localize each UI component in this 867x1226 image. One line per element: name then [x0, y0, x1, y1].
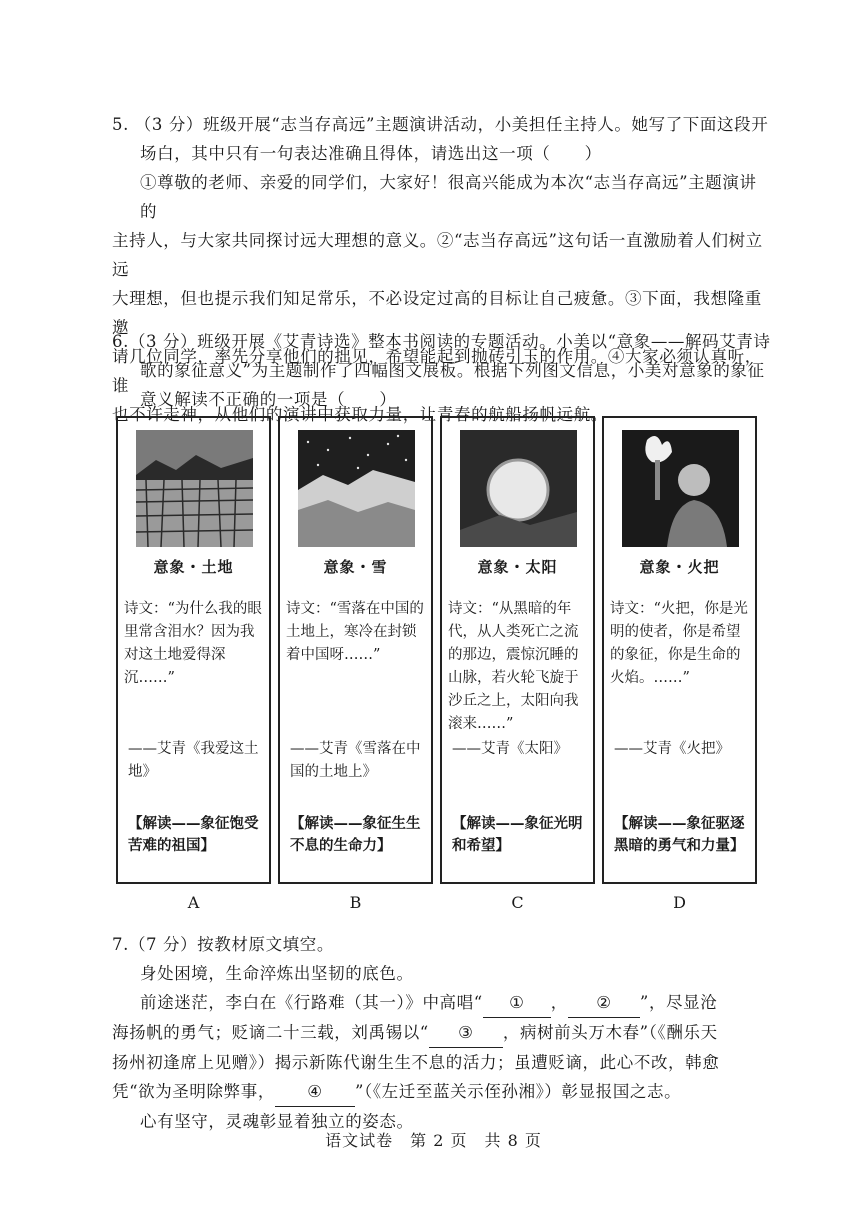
- panel-c-source: ——艾青《太阳》: [452, 741, 568, 757]
- panel-b-poem: 诗文：“雪落在中国的土地上，寒冷在封锁着中国呀……”: [286, 601, 424, 663]
- torch-bearer-illustration: [622, 430, 739, 547]
- q7-stem: 7.（7 分）按教材原文填空。: [112, 935, 334, 954]
- panel-a: [116, 416, 271, 884]
- panel-labels: [116, 893, 765, 913]
- sun-illustration: [460, 430, 577, 547]
- label-b: B: [349, 893, 362, 912]
- blank-1[interactable]: ①: [483, 988, 551, 1018]
- q7-line4: [112, 1018, 762, 1048]
- q7-line5: 扬州初逢席上见赠》）揭示新陈代谢生生不息的活力；虽遭贬谪，此心不改，韩愈: [112, 1053, 720, 1072]
- q7-line4-a: 海扬帆的勇气；贬谪二十三载，刘禹锡以“: [112, 1023, 429, 1042]
- q5-para-line4: 请几位同学，率先分享他们的拙见，希望能起到抛砖引玉的作用。④大家必须认真听，谁: [112, 347, 762, 395]
- question-7: [112, 930, 762, 1136]
- panel-d-interpretation: 【解读——象征驱逐黑暗的勇气和力量】: [614, 816, 745, 854]
- panel-b-source: ——艾青《雪落在中国的土地上》: [290, 741, 421, 780]
- panel-a-title: 意象・土地: [153, 558, 234, 576]
- panel-d-source: ——艾青《火把》: [614, 741, 730, 757]
- panel-c-poem: 诗文：“从黑暗的年代，从人类死亡之流的那边，震惊沉睡的山脉，若火轮飞旋于沙丘之上，太阳向我滚来……”: [448, 601, 579, 732]
- q7-line7: 心有坚守，灵魂彰显着独立的姿态。: [140, 1112, 414, 1131]
- panel-d: [602, 416, 757, 884]
- q7-line6-b: ”（《左迁至蓝关示侄孙湘》）彰显报国之志。: [354, 1082, 682, 1101]
- q5-para-line1: ①尊敬的老师、亲爱的同学们，大家好！很高兴能成为本次“志当存高远”主题演讲的: [140, 173, 757, 221]
- sun-photo: [460, 430, 577, 547]
- q6-stem-line1: 6.（3 分）班级开展《艾青诗选》整本书阅读的专题活动。小美以“意象——解码艾青诗: [112, 332, 771, 351]
- q7-line6-a: 凭“欲为圣明除弊事，: [112, 1082, 275, 1101]
- torch-photo: [622, 430, 739, 547]
- q5-stem-line1: 5. （3 分）班级开展“志当存高远”主题演讲活动，小美担任主持人。她写了下面这段开: [112, 115, 769, 134]
- panel-b-interpretation: 【解读——象征生生不息的生命力】: [290, 816, 421, 854]
- q5-para-line2: 主持人，与大家共同探讨远大理想的意义。②“志当存高远”这句话一直激励着人们树立远: [112, 231, 763, 279]
- panel-a-source: ——艾青《我爱这土地》: [128, 741, 259, 780]
- snow-landscape-illustration: [298, 430, 415, 547]
- q5-para-line3: 大理想，但也提示我们知足常乐，不必设定过高的目标让自己疲惫。③下面，我想隆重邀: [112, 289, 762, 337]
- panel-c-title: 意象・太阳: [477, 558, 558, 576]
- label-a: A: [187, 893, 200, 912]
- cracked-earth-illustration: [136, 430, 253, 547]
- q7-line3: [112, 988, 762, 1018]
- page-footer: 语文试卷 第 2 页 共 8 页: [325, 1131, 542, 1150]
- label-d: D: [673, 893, 686, 912]
- panel-c-interpretation: 【解读——象征光明和希望】: [452, 816, 583, 854]
- panel-b-title: 意象・雪: [323, 558, 388, 576]
- q7-line6: [112, 1077, 762, 1107]
- blank-4[interactable]: ④: [275, 1077, 355, 1107]
- q7-line2: 身处困境，生命淬炼出坚韧的底色。: [140, 964, 414, 983]
- panel-b: [278, 416, 433, 884]
- label-c: C: [511, 893, 524, 912]
- panel-a-interpretation: 【解读——象征饱受苦难的祖国】: [128, 816, 259, 854]
- q5-para-line5: 也不许走神，从他们的演讲中获取力量，让青春的航船扬帆远航。: [112, 405, 608, 424]
- panel-d-title: 意象・火把: [639, 558, 720, 576]
- q7-line4-b: ，病树前头万木春”（《酬乐天: [502, 1023, 718, 1042]
- blank-2[interactable]: ②: [568, 988, 640, 1018]
- q6-stem-line3: 意义解读不正确的一项是（ ）: [140, 390, 397, 409]
- q7-line3-a: 前途迷茫，李白在《行路难（其一）》中高唱“: [140, 993, 483, 1012]
- panel-c: [440, 416, 595, 884]
- q5-stem-line2: 场白，其中只有一句表达准确且得体，请选出这一项（ ）: [140, 144, 602, 163]
- blank-3[interactable]: ③: [429, 1018, 503, 1048]
- q6-stem-line2: 歌的象征意义”为主题制作了四幅图文展板。根据下列图文信息，小美对意象的象征: [140, 361, 765, 380]
- land-photo: [136, 430, 253, 547]
- image-panels: [116, 416, 765, 886]
- q7-line3-b: ，: [550, 993, 568, 1012]
- panel-d-poem: 诗文：“火把，你是光明的使者，你是希望的象征，你是生命的火焰。……”: [610, 601, 748, 686]
- q7-line3-c: ”，尽显沧: [639, 993, 718, 1012]
- snow-photo: [298, 430, 415, 547]
- panel-a-poem: 诗文：“为什么我的眼里常含泪水？因为我对这土地爱得深沉……”: [124, 601, 262, 686]
- question-6: [112, 327, 772, 414]
